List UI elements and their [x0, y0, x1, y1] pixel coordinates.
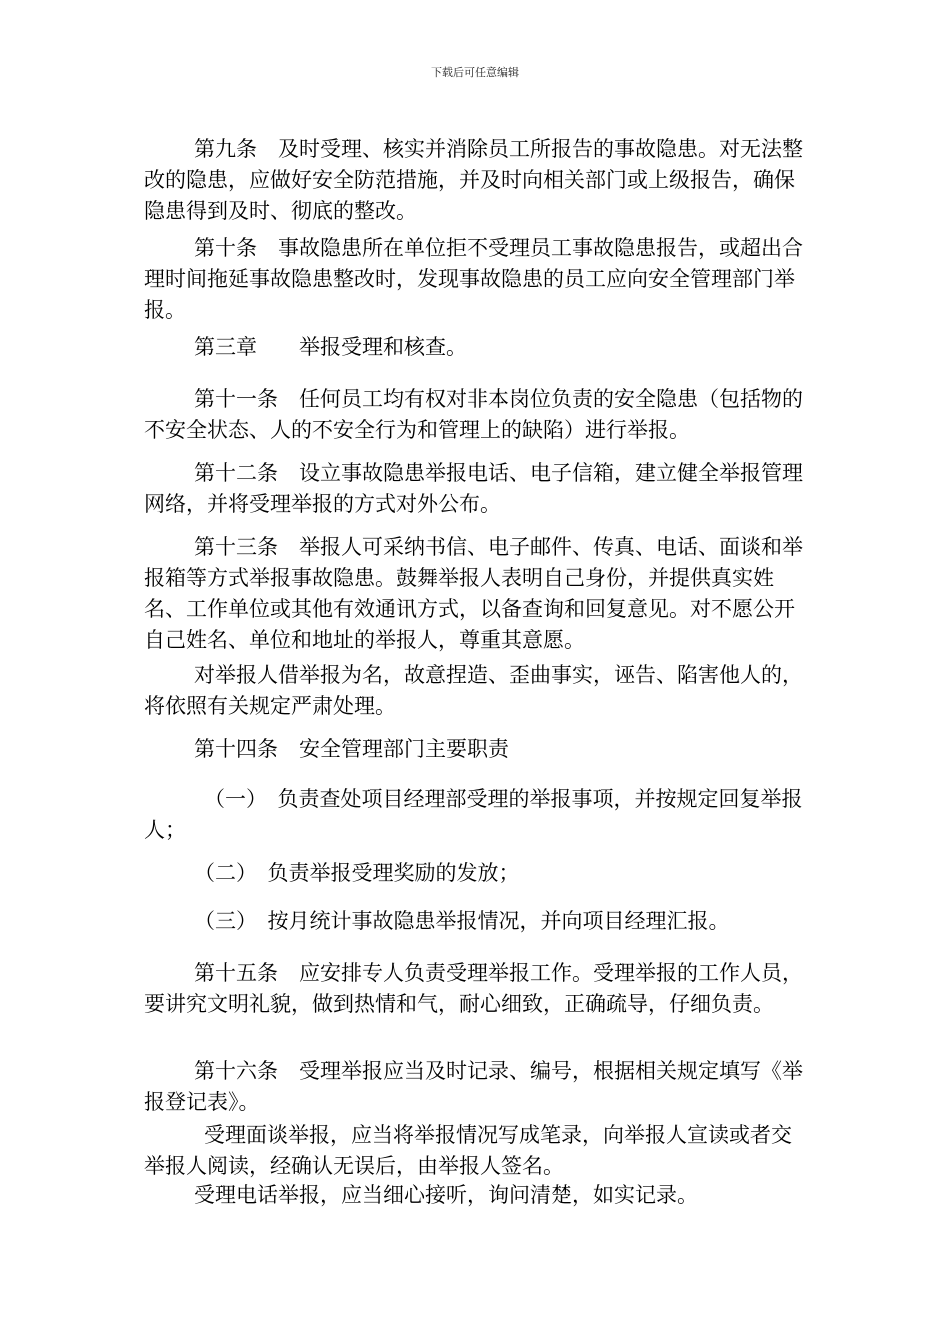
download-note: 下载后可任意编辑: [431, 66, 519, 79]
article-11: 第十一条 任何员工均有权对非本岗位负责的安全隐患（包括物的不安全状态、人的不安全行为和管理上的缺陷）进行举报。: [144, 387, 803, 442]
duty-item-2: （二） 负责举报受理奖励的发放；: [194, 861, 520, 885]
article-13: 第十三条 举报人可采纳书信、电子邮件、传真、电话、面谈和举报箱等方式举报事故隐患。鼓舞举报人表明自己身份，并提供真实姓名、工作单位或其他有效通讯方式，以备查询和回复意见。对不愿公开自己姓名、单位和地址的举报人，尊重其意愿。: [144, 535, 803, 652]
face-to-face-report-clause: 受理面谈举报，应当将举报情况写成笔录，向举报人宣读或者交举报人阅读，经确认无误后，由举报人签名。: [144, 1123, 792, 1178]
article-15: 第十五条 应安排专人负责受理举报工作。受理举报的工作人员，要讲究文明礼貌，做到热情和气，耐心细致，正确疏导，仔细负责。: [144, 961, 803, 1016]
article-16: 第十六条 受理举报应当及时记录、编号，根据相关规定填写《举报登记表》。: [144, 1059, 803, 1114]
article-12: 第十二条 设立事故隐患举报电话、电子信箱，建立健全举报管理网络，并将受理举报的方式对外公布。: [144, 461, 803, 516]
article-14: 第十四条 安全管理部门主要职责: [194, 737, 509, 761]
duty-item-3: （三） 按月统计事故隐患举报情况，并向项目经理汇报。: [194, 909, 730, 933]
phone-report-clause: 受理电话举报，应当细心接听，询问清楚，如实记录。: [194, 1183, 698, 1207]
article-9: 第九条 及时受理、核实并消除员工所报告的事故隐患。对无法整改的隐患，应做好安全防范措施，并及时向相关部门或上级报告，确保隐患得到及时、彻底的整改。: [144, 137, 803, 223]
false-report-clause: 对举报人借举报为名，故意捏造、歪曲事实，诬告、陷害他人的，将依照有关规定严肃处理。: [144, 663, 803, 718]
article-10: 第十条 事故隐患所在单位拒不受理员工事故隐患报告，或超出合理时间拖延事故隐患整改时，发现事故隐患的员工应向安全管理部门举报。: [144, 236, 803, 322]
chapter-3-heading: 第三章 举报受理和核查。: [194, 335, 467, 359]
duty-item-1: （一） 负责查处项目经理部受理的举报事项，并按规定回复举报人；: [144, 787, 803, 842]
